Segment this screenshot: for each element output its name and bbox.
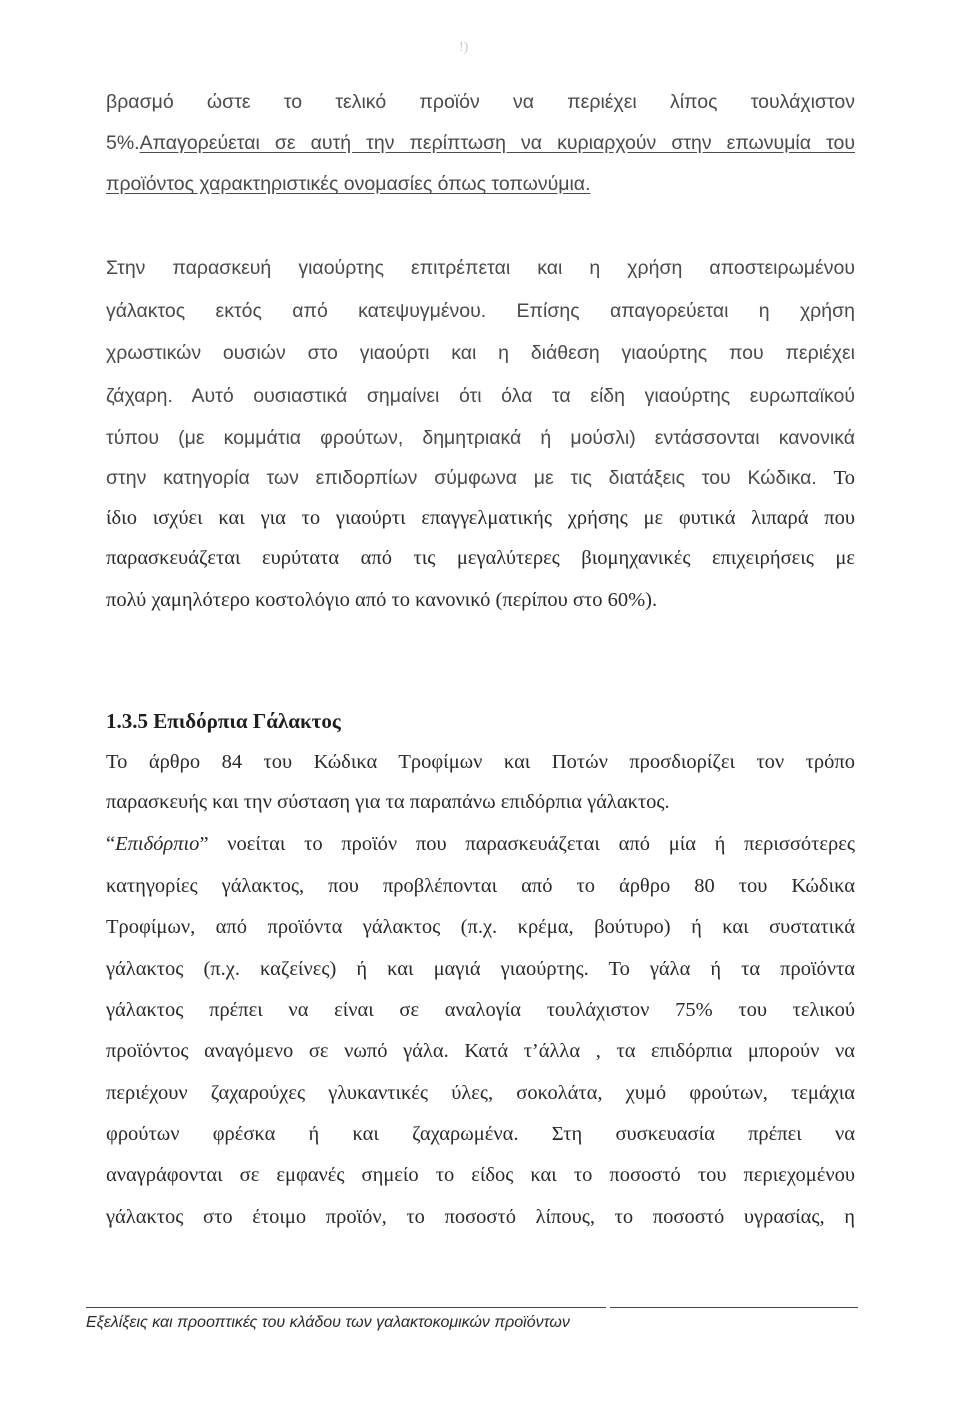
text-fragment: 5%. xyxy=(106,132,140,154)
text-fragment: Το xyxy=(833,467,856,489)
text-line xyxy=(106,831,855,857)
text-line: γάλακτος πρέπει να είναι σε αναλογία τουλάχιστον 75% του τελικού xyxy=(106,999,855,1021)
text-line: γάλακτος (π.χ. καζείνες) ή και μαγιά γιαούρτης. Το γάλα ή τα προϊόντα xyxy=(106,958,855,980)
footer-rule xyxy=(86,1307,606,1308)
text-line: ίδιο ισχύει και για το γιαούρτι επαγγελματικής χρήσης με φυτικά λιπαρά που xyxy=(106,507,855,529)
text-line xyxy=(106,383,855,409)
underlined-text: Απαγορεύεται σε αυτή την περίπτωση να κυριαρχούν στην επωνυμία του xyxy=(139,132,855,154)
text-line: προϊόντος αναγόμενο σε νωπό γάλα. Κατά τ’άλλα , τα επιδόρπια μπορούν να xyxy=(106,1040,855,1062)
text-line: βρασμό ώστε το τελικό προϊόν να περιέχει λίπος τουλάχιστον xyxy=(106,91,855,113)
text-line: Το άρθρο 84 του Κώδικα Τροφίμων και Ποτών προσδιορίζει τον τρόπο xyxy=(106,751,855,773)
text-fragment: ” νοείται το προϊόν που παρασκευάζεται από μία ή περισσότερες xyxy=(199,833,855,855)
text-line: αναγράφονται σε εμφανές σημείο το είδος και το ποσοστό του περιεχομένου xyxy=(106,1164,855,1186)
text-line xyxy=(106,465,855,491)
text-line: παρασκευής και την σύσταση για τα παραπάνω επιδόρπια γάλακτος. xyxy=(106,791,670,813)
text-line xyxy=(106,130,855,156)
underlined-text: προϊόντος χαρακτηριστικές ονομασίες όπως τοπωνύμια. xyxy=(106,173,591,195)
text-line: πολύ χαμηλότερο κοστολόγιο από το κανονικό (περίπου στο 60%). xyxy=(106,589,658,611)
text-fragment: ζάχαρη. xyxy=(106,385,173,407)
text-line: Τροφίμων, από προϊόντα γάλακτος (π.χ. κρέμα, βούτυρο) ή και συστατικά xyxy=(106,916,855,938)
text-fragment: Αυτό ουσιαστικά σημαίνει ότι όλα τα είδη γιαούρτης ευρωπαϊκού xyxy=(191,385,856,407)
footer-rule xyxy=(610,1307,858,1308)
page-mark: !) xyxy=(459,40,469,55)
text-line: τύπου (με κομμάτια φρούτων, δημητριακά ή μούσλι) εντάσσονται κανονικά xyxy=(106,427,855,449)
quote-mark: “ xyxy=(106,833,116,855)
text-line: χρωστικών ουσιών στο γιαούρτι και η διάθεση γιαούρτης που περιέχει xyxy=(106,342,855,364)
text-fragment: στην κατηγορία των επιδορπίων σύμφωνα με τις διατάξεις του Κώδικα. xyxy=(106,467,817,489)
text-line xyxy=(106,171,855,197)
text-line: γάλακτος εκτός από κατεψυγμένου. Επίσης απαγορεύεται η χρήση xyxy=(106,300,855,322)
text-line: φρούτων φρέσκα ή και ζαχαρωμένα. Στη συσκευασία πρέπει να xyxy=(106,1123,855,1145)
footer-text: Εξελίξεις και προοπτικές του κλάδου των γαλακτοκομικών προϊόντων xyxy=(86,1314,570,1331)
text-line: γάλακτος στο έτοιμο προϊόν, το ποσοστό λίπους, το ποσοστό υγρασίας, η xyxy=(106,1206,855,1228)
text-line: Στην παρασκευή γιαούρτης επιτρέπεται και η χρήση αποστειρωμένου xyxy=(106,257,855,279)
text-line: παρασκευάζεται ευρύτατα από τις μεγαλύτερες βιομηχανικές επιχειρήσεις με xyxy=(106,547,855,569)
text-line: περιέχουν ζαχαρούχες γλυκαντικές ύλες, σοκολάτα, χυμό φρούτων, τεμάχια xyxy=(106,1082,855,1104)
text-line: κατηγορίες γάλακτος, που προβλέπονται από το άρθρο 80 του Κώδικα xyxy=(106,875,855,897)
italic-term: Επιδόρπιο xyxy=(115,833,200,855)
section-heading: 1.3.5 Επιδόρπια Γάλακτος xyxy=(106,709,341,733)
